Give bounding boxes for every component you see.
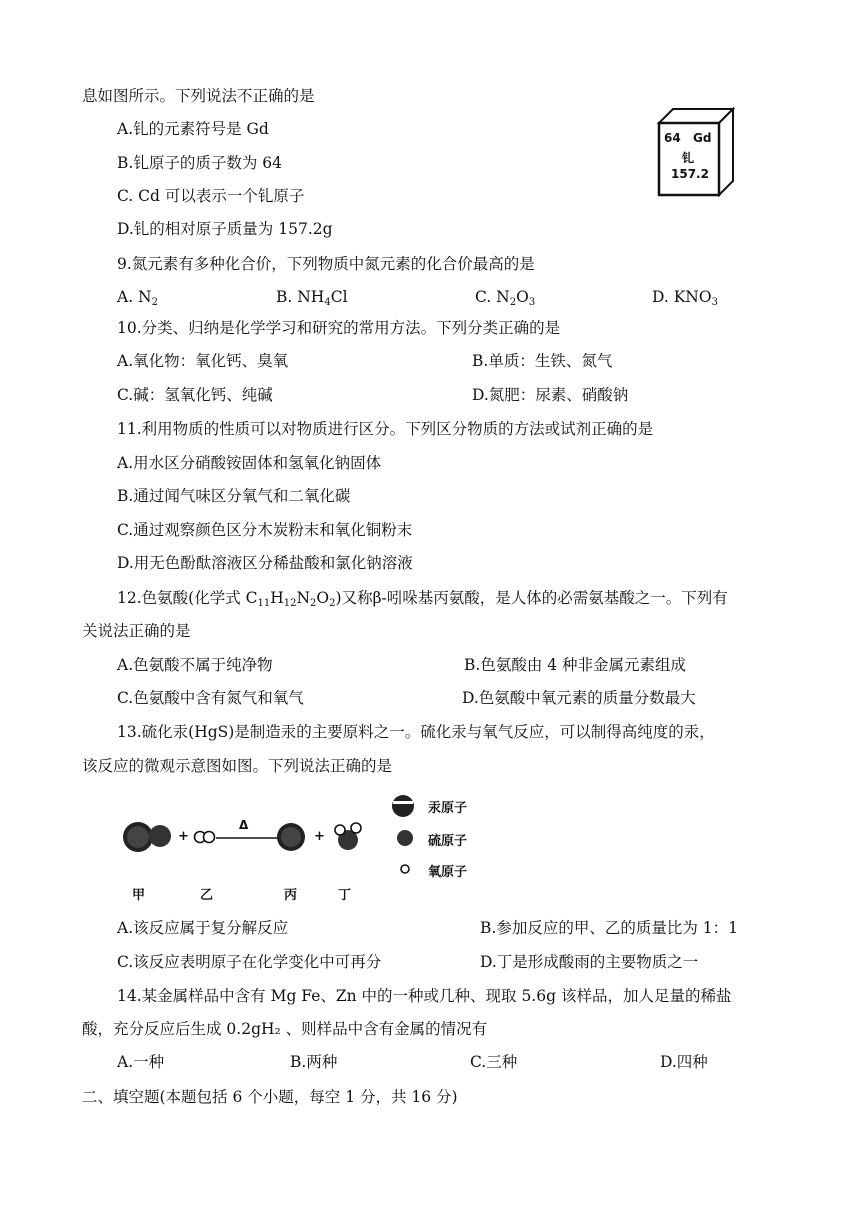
q9-stem: 9.氮元素有多种化合价，下列物质中氮元素的化合价最高的是: [117, 255, 535, 273]
label-yi: 乙: [200, 888, 214, 903]
q10-option-a: A.氧化物：氧化钙、臭氧: [117, 352, 289, 370]
q12-stem: 12.色氨酸(化学式 $C_{11}H_{12}N_2O_2$)又称β-吲哚基丙氨酸，是人体的必需氨基酸之一。下列有: [117, 589, 728, 609]
plus-sign-2: +: [314, 829, 325, 844]
label-ding: 丁: [338, 888, 352, 903]
q12-option-b: B.色氨酸由 4 种非金属元素组成: [464, 656, 687, 674]
section-2-heading: 二、填空题(本题包括 6 个小题，每空 1 分，共 16 分): [82, 1088, 458, 1106]
q12-option-d: D.色氨酸中氧元素的质量分数最大: [462, 689, 696, 707]
q13-stem-cont: 该反应的微观示意图如图。下列说法正确的是: [82, 757, 393, 775]
tile-atomic-mass: 157.2: [671, 167, 709, 181]
label-jia: 甲: [132, 888, 146, 903]
tile-symbol: Gd: [693, 131, 712, 145]
label-bing: 丙: [284, 888, 298, 903]
tile-element-name: 钆: [682, 151, 695, 165]
q11-stem: 11.利用物质的性质可以对物质进行区分。下列区分物质的方法或试剂正确的是: [117, 420, 654, 438]
q14-stem-cont: 酸，充分反应后生成 0.2gH₂ 、则样品中含有金属的情况有: [82, 1020, 488, 1038]
q10-option-d: D.氮肥：尿素、硝酸钠: [472, 386, 629, 404]
q11-option-c: C.通过观察颜色区分木炭粉末和氧化铜粉末: [117, 521, 413, 539]
q14-option-a: A.一种: [117, 1053, 165, 1071]
legend-sulfur: 硫原子: [428, 834, 468, 849]
q12-option-a: A.色氨酸不属于纯净物: [117, 656, 273, 674]
legend-mercury: 汞原子: [428, 801, 468, 816]
tile-atomic-number: 64: [664, 131, 681, 145]
q12-option-c: C.色氨酸中含有氮气和氧气: [117, 689, 304, 707]
q12-stem-cont: 关说法正确的是: [82, 622, 191, 640]
q8-option-c: C. Cd 可以表示一个钆原子: [117, 187, 305, 205]
q13-stem: 13.硫化汞(HgS)是制造汞的主要原料之一。硫化汞与氧气反应，可以制得高纯度的汞，: [117, 723, 715, 741]
q8-intro: 息如图所示。下列说法不正确的是: [82, 87, 315, 105]
q13-option-d: D.丁是形成酸雨的主要物质之一: [480, 953, 699, 971]
q11-option-b: B.通过闻气味区分氧气和二氧化碳: [117, 487, 351, 505]
q14-option-d: D.四种: [660, 1053, 708, 1071]
atom-legend: [392, 792, 502, 882]
q8-option-b: B.钆原子的质子数为 64: [117, 154, 282, 172]
q10-option-c: C.碱：氢氧化钙、纯碱: [117, 386, 273, 404]
q10-stem: 10.分类、归纳是化学学习和研究的常用方法。下列分类正确的是: [117, 319, 561, 337]
q11-option-d: D.用无色酚酞溶液区分稀盐酸和氯化钠溶液: [117, 554, 413, 572]
q14-option-c: C.三种: [470, 1053, 518, 1071]
q8-option-a: A.钆的元素符号是 Gd: [117, 120, 269, 138]
q11-option-a: A.用水区分硝酸铵固体和氢氧化钠固体: [117, 454, 382, 472]
q14-stem: 14.某金属样品中含有 Mg Fe、Zn 中的一种或几种、现取 5.6g 该样品，加人足量的稀盐: [117, 987, 732, 1005]
delta-heat-sign: Δ: [239, 818, 249, 832]
q10-option-b: B.单质：生铁、氮气: [472, 352, 613, 370]
q9-option-b: B. $NH_4Cl$: [276, 288, 348, 308]
q13-option-c: C.该反应表明原子在化学变化中可再分: [117, 953, 382, 971]
q9-option-c: C. $N_2O_3$: [475, 288, 536, 308]
element-tile-figure: [655, 103, 735, 197]
q13-option-b: B.参加反应的甲、乙的质量比为 1：1: [480, 919, 738, 937]
q8-option-d: D.钆的相对原子质量为 157.2g: [117, 220, 333, 238]
q14-option-b: B.两种: [290, 1053, 338, 1071]
q9-option-d: D. $KNO_3$: [652, 288, 718, 308]
legend-oxygen: 氧原子: [428, 865, 468, 880]
plus-sign-1: +: [178, 829, 189, 844]
q13-option-a: A.该反应属于复分解反应: [117, 919, 289, 937]
q9-option-a: A. $N_2$: [117, 288, 158, 308]
